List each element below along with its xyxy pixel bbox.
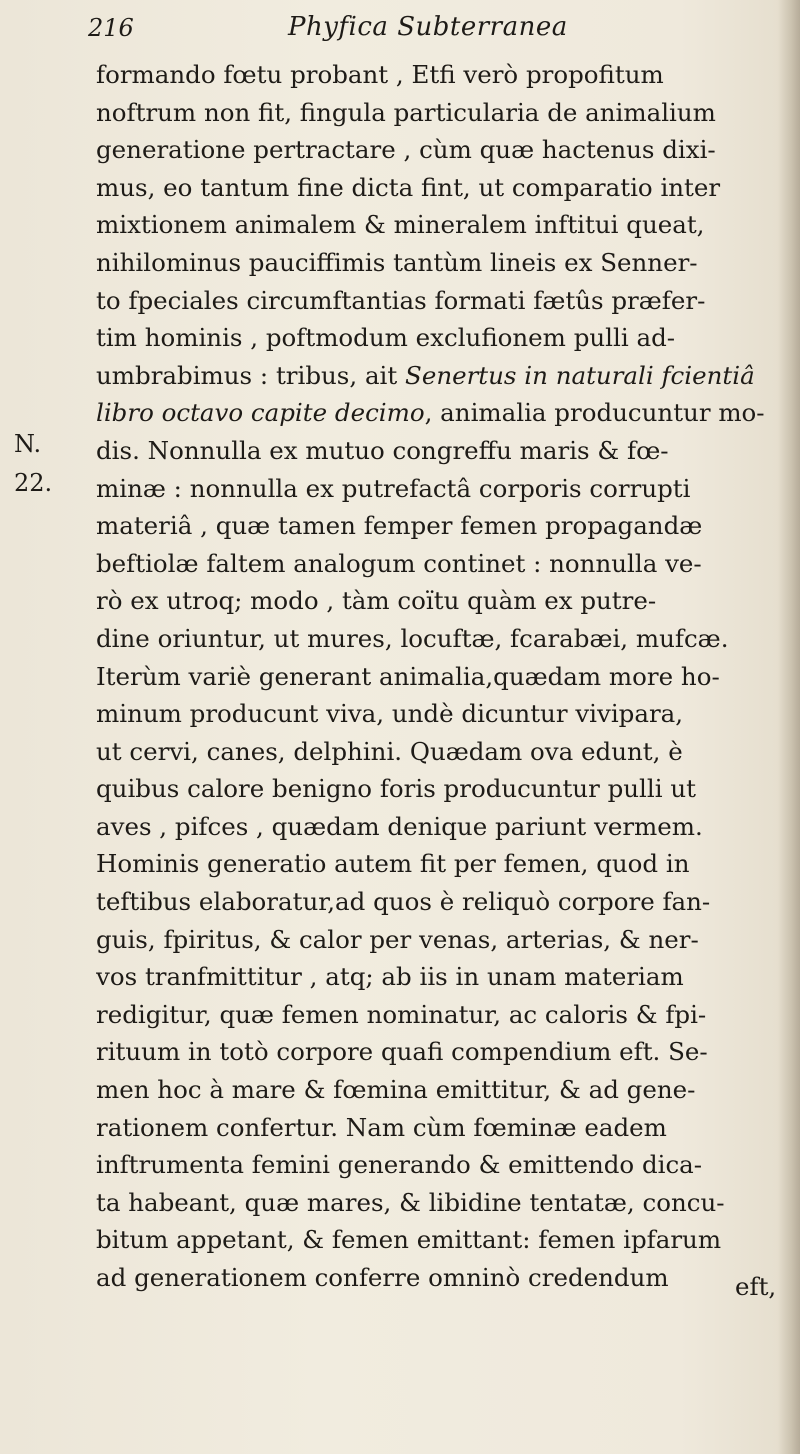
text-line: dis. Nonnulla ex mutuo congreffu maris & fœ- [96,435,669,465]
text-line: mixtionem animalem & mineralem inftitui queat, [96,210,705,240]
text-line: formando fœtu probant , Etfi verò propofitum [96,60,664,89]
text-line: nihilominus pauciffimis tantùm lineis ex Senner- [96,247,698,277]
text-line: rò ex utroq; modo , tàm coïtu quàm ex putre- [96,586,657,616]
text-line: dine oriuntur, ut mures, locuftæ, fcarabæi, mufcæ. [96,623,729,653]
body-text [96,56,786,1297]
text-line: bitum appetant, & femen emittant: femen ipfarum [96,1225,722,1255]
text-line: tim hominis , poftmodum exclufionem pulli ad- [96,323,676,353]
text-line: materiâ , quæ tamen femper femen propagandæ [96,511,703,541]
text-line: quibus calore benigno foris producuntur pulli ut [96,774,696,804]
text-line: ad generationem conferre omninò credendum [96,1263,669,1292]
running-title: Phyfica Subterranea [288,12,568,42]
citation-italic: Senertus in naturali fcientiâ [405,360,755,390]
page-header [88,8,728,52]
text-line: ut cervi, canes, delphini. Quædam ova edunt, è [96,736,683,766]
text-line: ta habeant, quæ mares, & libidine tentatæ, concu- [96,1187,725,1217]
text-line: umbrabimus : tribus, ait Senertus in naturali fcientiâ [96,360,755,390]
text-line: noftrum non fit, fingula particularia de animalium [96,97,716,127]
text-line: men hoc à mare & fœmina emittitur, & ad gene- [96,1075,696,1105]
text-line: mus, eo tantum fine dicta fint, ut comparatio inter [96,172,721,202]
text-line: Hominis generatio autem fit per femen, quod in [96,849,690,879]
text-line: generatione pertractare , cùm quæ hactenus dixi- [96,135,716,165]
citation-italic: libro octavo capite decimo [96,398,425,428]
text-line: teftibus elaboratur,ad quos è reliquò corpore fan- [96,887,711,917]
text-line: libro octavo capite decimo, animalia producuntur mo- [96,398,765,428]
text-line: redigitur, quæ femen nominatur, ac caloris & fpi- [96,999,707,1029]
text-line: minum producunt viva, undè dicuntur vivipara, [96,699,684,729]
page-number: 216 [88,14,134,42]
margin-note-letter: N. [14,430,42,458]
text-line: minæ : nonnulla ex putrefactâ corporis corrupti [96,473,691,503]
text-line: to fpeciales circumftantias formati fætûs præfer- [96,285,706,315]
text-line: Iterùm variè generant animalia,quædam more ho- [96,661,720,691]
text-line: inftrumenta femini generando & emittendo dica- [96,1150,703,1180]
margin-note-number: 22. [14,469,53,497]
text-line: guis, fpiritus, & calor per venas, arterias, & ner- [96,924,699,954]
text-line: rationem confertur. Nam cùm fœminæ eadem [96,1112,667,1142]
text-line: beftiolæ faltem analogum continet : nonnulla ve- [96,548,702,578]
text-line: vos tranfmittitur , atq; ab iis in unam materiam [96,962,684,992]
text-line: rituum in totò corpore quafi compendium eft. Se- [96,1037,708,1067]
catchword: eft, [735,1272,777,1301]
text-line: aves , pifces , quædam denique pariunt vermem. [96,811,703,841]
